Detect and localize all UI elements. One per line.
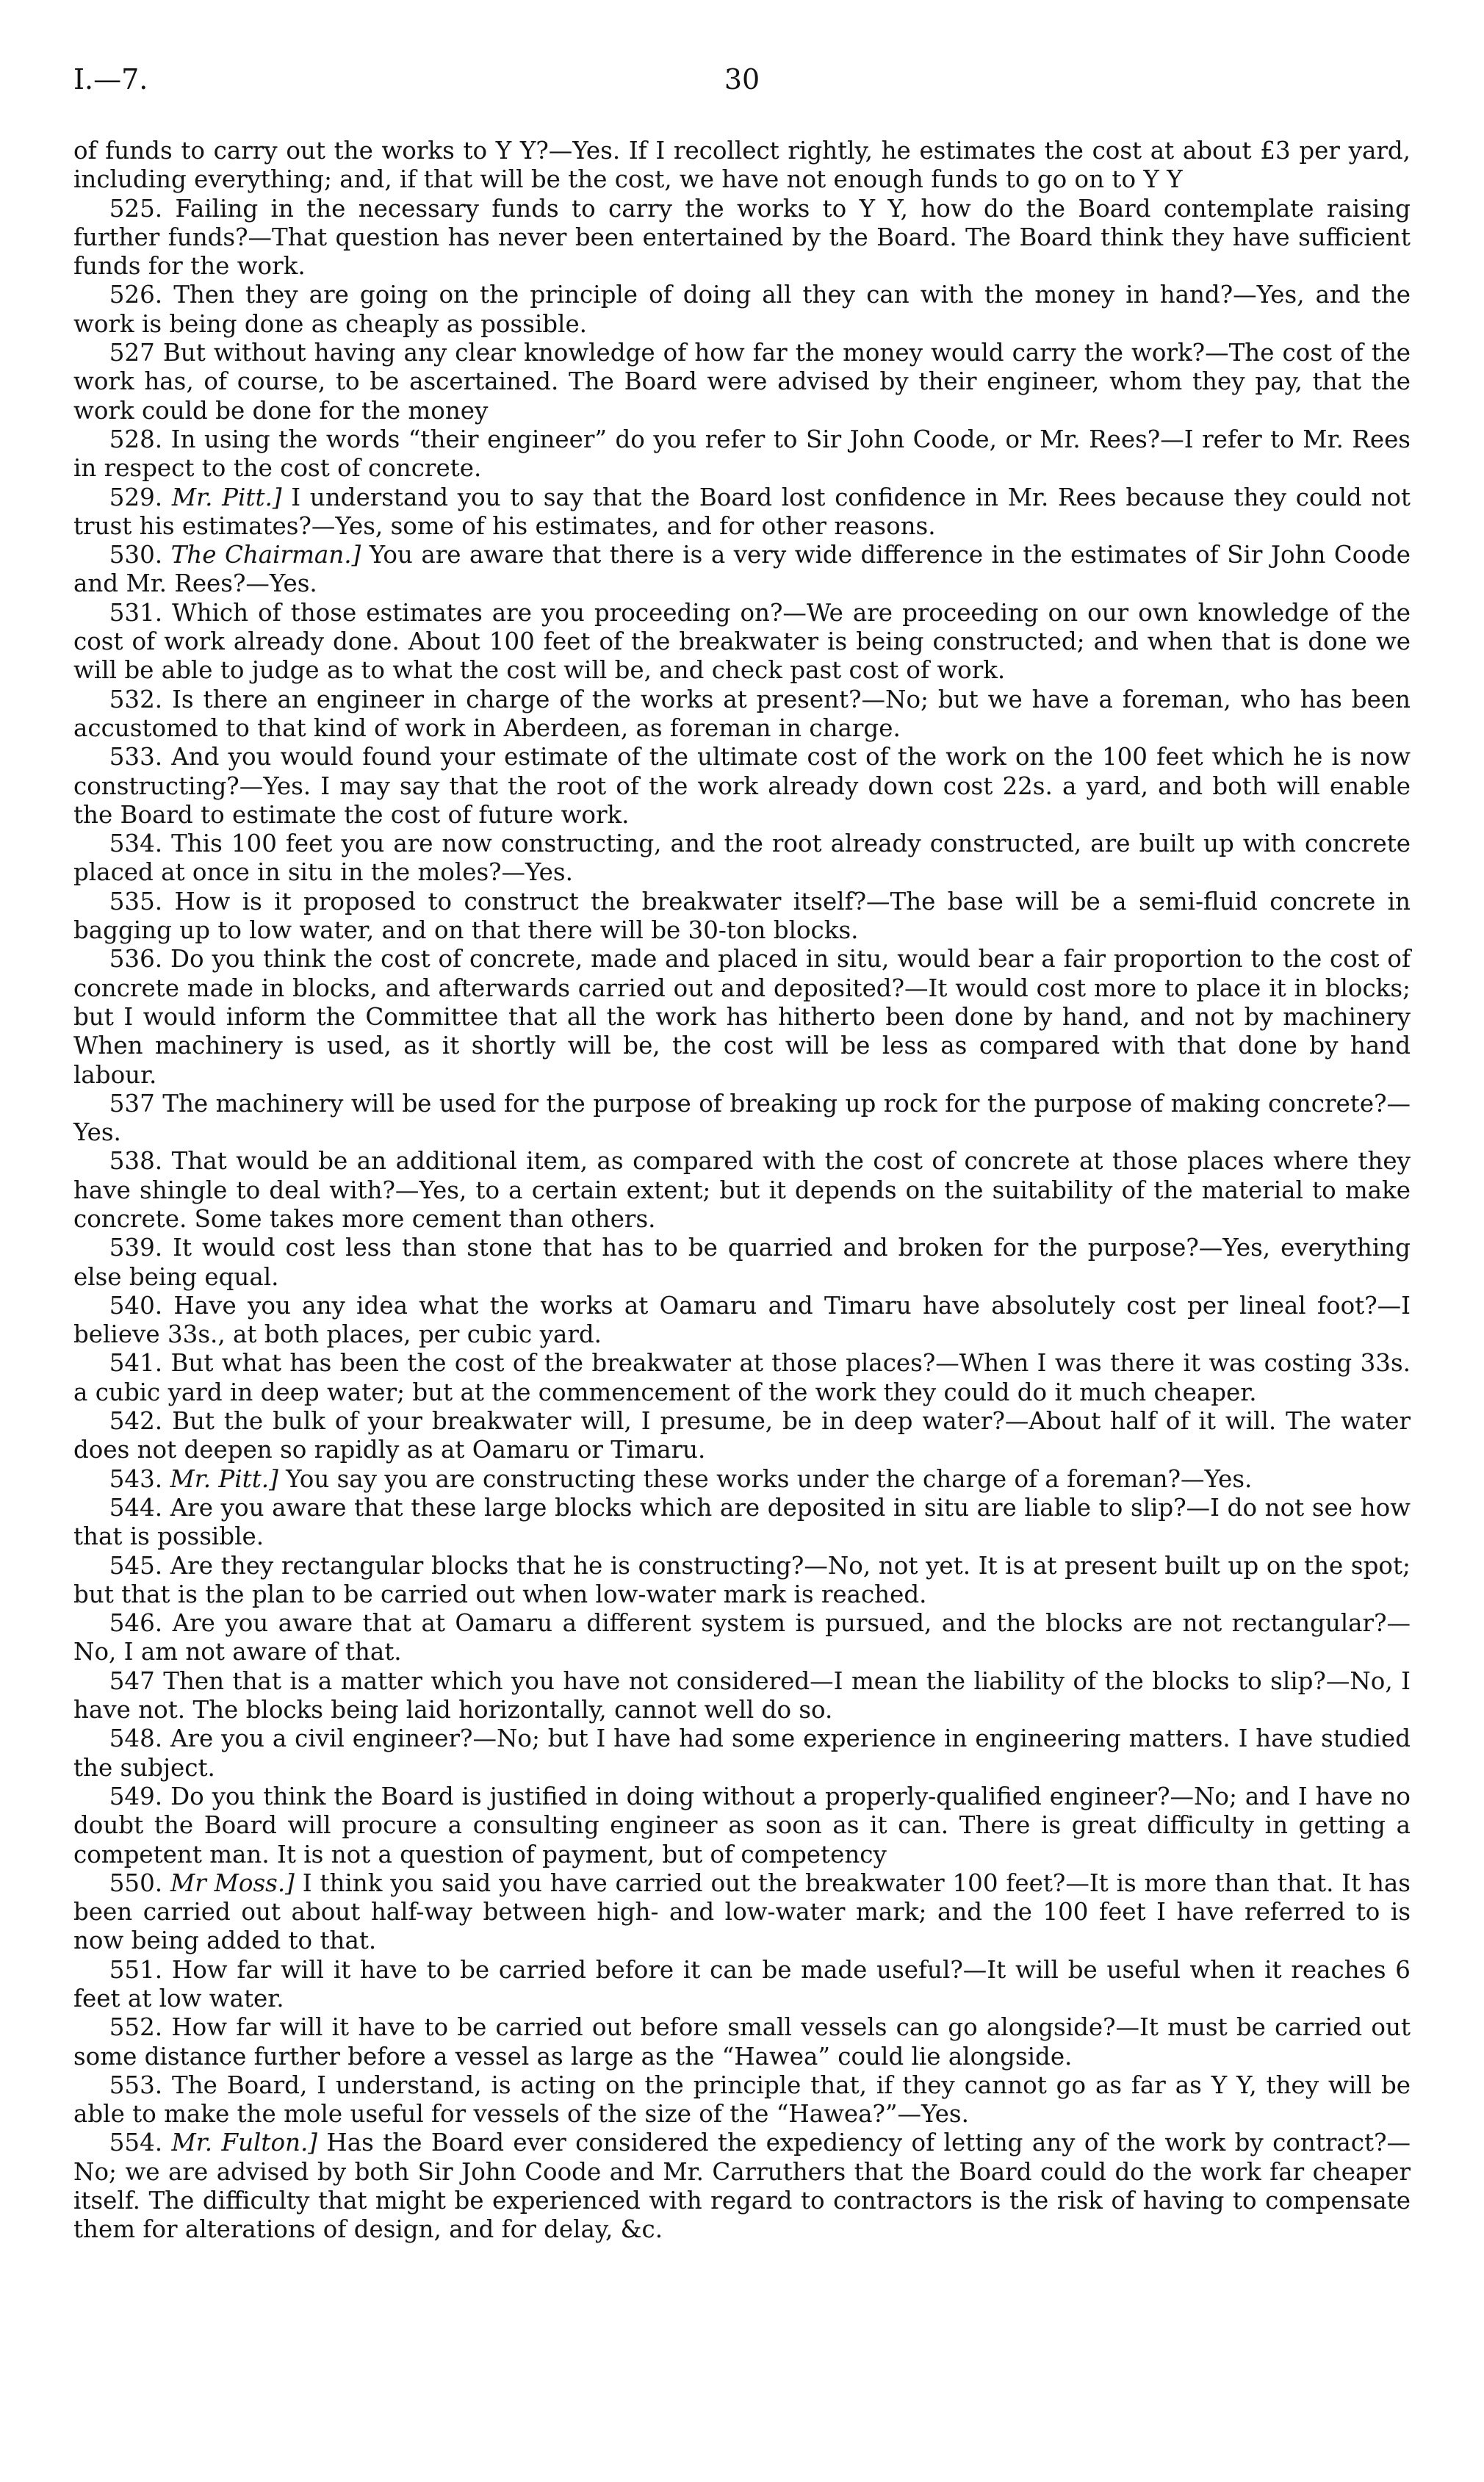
evidence-paragraph xyxy=(73,2071,1411,2129)
evidence-paragraph xyxy=(73,1234,1411,1292)
question-number: 541. xyxy=(109,1349,163,1378)
question-number: 545. xyxy=(109,1551,163,1580)
paragraph-text: Are you aware that at Oamaru a different system is pursued, and the blocks are not rectangular?—No, I am not aware of that. xyxy=(73,1609,1411,1666)
paragraph-text: Which of those estimates are you proceeding on?—We are proceeding on our own knowledge of the cost of work already done. About 100 feet of the breakwater is being constructed; and when that is done we will be able to judge as to what the cost will be, and check past cost of work. xyxy=(73,598,1411,685)
paragraph-text: That would be an additional item, as compared with the cost of concrete at those places where they have shingle to deal with?—Yes, to a certain extent; but it depends on the suitability of the material to make concrete. Some takes more cement than others. xyxy=(73,1147,1411,1233)
question-number: 539. xyxy=(109,1234,163,1262)
evidence-paragraph xyxy=(73,945,1411,1089)
question-number: 531. xyxy=(109,598,163,627)
evidence-paragraph xyxy=(73,281,1411,339)
question-number: 549. xyxy=(109,1782,163,1810)
question-number: 538. xyxy=(109,1147,163,1176)
paragraph-text: I understand you to say that the Board lost confidence in Mr. Rees because they could not trust his estimates?—Yes, some of his estimates, and for other reasons. xyxy=(73,483,1411,540)
paragraph-text: Then they are going on the principle of doing all they can with the money in hand?—Yes, and the work is being done as cheaply as possible. xyxy=(73,281,1411,338)
paragraph-text: How far will it have to be carried before it can be made useful?—It will be useful when it reaches 6 feet at low water. xyxy=(73,1955,1411,2012)
paragraph-text: Have you any idea what the works at Oamaru and Timaru have absolutely cost per lineal foot?—I believe 33s., at both places, per cubic yard. xyxy=(73,1291,1411,1349)
question-number: 554. xyxy=(109,2129,163,2157)
evidence-paragraph xyxy=(73,1724,1411,1783)
paragraph-text: Are you aware that these large blocks which are deposited in situ are liable to slip?—I do not see how that is possible. xyxy=(73,1493,1411,1551)
paragraph-text: Failing in the necessary funds to carry the works to Y Y, how do the Board contemplate raising further funds?—That question has never been entertained by the Board. The Board think they have sufficient funds for the work. xyxy=(73,194,1411,281)
speaker-name: The Chairman.] xyxy=(170,541,361,569)
evidence-paragraph xyxy=(73,1465,1411,1494)
question-number: 548. xyxy=(109,1724,163,1753)
paragraph-text: But the bulk of your breakwater will, I presume, be in deep water?—About half of it will. The water does not deepen so rapidly as at Oamaru or Timaru. xyxy=(73,1407,1411,1464)
paragraph-text: The machinery will be used for the purpose of breaking up rock for the purpose of making concrete?—Yes. xyxy=(73,1089,1411,1147)
paragraph-text: I think you said you have carried out the breakwater 100 feet?—It is more than that. It has been carried out about half-way between high- and low-water mark; and the 100 feet I have referred to is now being added to that. xyxy=(73,1868,1411,1955)
evidence-paragraph xyxy=(73,1667,1411,1725)
evidence-paragraph xyxy=(73,195,1411,281)
evidence-paragraph xyxy=(73,1407,1411,1465)
speaker-name: Mr. Fulton.] xyxy=(171,2129,317,2157)
evidence-paragraph xyxy=(73,1956,1411,2014)
paragraph-text: But without having any clear knowledge of how far the money would carry the work?—The cost of the work has, of course, to be ascertained. The Board were advised by their engineer, whom they pay, that the work could be done for the money xyxy=(73,339,1411,425)
paragraph-text: You say you are constructing these works under the charge of a foreman?—Yes. xyxy=(286,1464,1253,1493)
evidence-paragraph xyxy=(73,1783,1411,1869)
evidence-paragraph xyxy=(73,599,1411,686)
question-number: 542. xyxy=(109,1407,163,1436)
paragraph-text: It would cost less than stone that has to be quarried and broken for the purpose?—Yes, everything else being equal. xyxy=(73,1234,1411,1291)
question-number: 535. xyxy=(109,887,163,916)
evidence-paragraph xyxy=(73,1552,1411,1610)
evidence-paragraph xyxy=(73,1090,1411,1148)
paragraph-text: How far will it have to be carried out before small vessels can go alongside?—It must be carried out some distance further before a vessel as large as the “Hawea” could lie alongside. xyxy=(73,2013,1411,2071)
question-number: 532. xyxy=(109,685,163,713)
page-number: 30 xyxy=(724,63,760,96)
paragraph-text: Do you think the cost of concrete, made and placed in situ, would bear a fair proportion to the cost of concrete made in blocks, and afterwards carried out and deposited?—It would cost more to place it in blocks; but I would inform the Committee that all the work has hitherto been done by hand, and not by machinery When machinery is used, as it shortly will be, the cost will be less as compared with that done by hand labour. xyxy=(73,945,1411,1089)
paragraph-text: Are they rectangular blocks that he is constructing?—No, not yet. It is at present built up on the spot; but that is the plan to be carried out when low-water mark is reached. xyxy=(73,1551,1411,1608)
paragraph-text: The Board, I understand, is acting on the principle that, if they cannot go as far as Y Y, they will be able to make the mole useful for vessels of the size of the “Hawea?”—Yes. xyxy=(73,2071,1411,2129)
evidence-paragraph xyxy=(73,1292,1411,1350)
paragraph-text: How is it proposed to construct the breakwater itself?—The base will be a semi-fluid concrete in bagging up to low water, and on that there will be 30-ton blocks. xyxy=(73,887,1411,945)
paragraph-text: In using the words “their engineer” do you refer to Sir John Coode, or Mr. Rees?—I refer to Mr. Rees in respect to the cost of concrete. xyxy=(73,425,1411,483)
speaker-name: Mr Moss.] xyxy=(170,1868,295,1897)
question-number: 550. xyxy=(109,1868,163,1897)
evidence-text xyxy=(73,137,1411,2245)
evidence-paragraph xyxy=(73,1349,1411,1407)
question-number: 551. xyxy=(109,1955,163,1984)
question-number: 533. xyxy=(109,743,163,771)
question-number: 537 xyxy=(109,1089,155,1118)
question-number: 540. xyxy=(109,1291,163,1320)
question-number: 526. xyxy=(109,281,163,309)
evidence-paragraph xyxy=(73,425,1411,483)
question-number: 544. xyxy=(109,1493,163,1522)
evidence-paragraph xyxy=(73,2129,1411,2244)
paragraph-text: And you would found your estimate of the ultimate cost of the work on the 100 feet which he is now constructing?—Yes. I may say that the root of the work already down cost 22s. a yard, and both will enable the Board to estimate the cost of future work. xyxy=(73,743,1411,829)
evidence-paragraph xyxy=(73,1147,1411,1234)
evidence-paragraph xyxy=(73,1869,1411,1956)
paragraph-text: Then that is a matter which you have not considered—I mean the liability of the blocks to slip?—No, I have not. The blocks being laid horizontally, cannot well do so. xyxy=(73,1666,1411,1724)
question-number: 546. xyxy=(109,1609,163,1638)
opening-paragraph: of funds to carry out the works to Y Y?—Yes. If I recollect rightly, he estimates the cost at about £3 per yard, including everything; and, if that will be the cost, we have not enough funds to go on to Y Y xyxy=(73,137,1411,194)
evidence-paragraph xyxy=(73,1609,1411,1667)
speaker-name: Mr. Pitt.] xyxy=(171,483,282,511)
paragraph-text: Has the Board ever considered the expediency of letting any of the work by contract?—No; we are advised by both Sir John Coode and Mr. Carruthers that the Board could do the work far cheaper itself. The difficulty that might be experienced with regard to contractors is the risk of having to compensate them for alterations of design, and for delay, &c. xyxy=(73,2129,1411,2244)
question-number: 553. xyxy=(109,2071,163,2099)
question-number: 530. xyxy=(109,541,163,569)
paragraph-text: You are aware that there is a very wide difference in the estimates of Sir John Coode and Mr. Rees?—Yes. xyxy=(73,541,1411,598)
paragraph-text: This 100 feet you are now constructing, and the root already constructed, are built up with concrete placed at once in situ in the moles?—Yes. xyxy=(73,830,1411,887)
question-number: 528. xyxy=(109,425,163,453)
question-number: 543. xyxy=(109,1464,163,1493)
question-number: 547 xyxy=(109,1666,155,1695)
document-reference: I.—7. xyxy=(73,63,148,96)
evidence-paragraph xyxy=(73,541,1411,599)
paragraph-text: But what has been the cost of the breakwater at those places?—When I was there it was costing 33s. a cubic yard in deep water; but at the commencement of the work they could do it much cheaper. xyxy=(73,1349,1411,1406)
question-number: 527 xyxy=(109,339,155,367)
question-number: 529. xyxy=(109,483,163,511)
question-number: 552. xyxy=(109,2013,163,2042)
speaker-name: Mr. Pitt.] xyxy=(170,1464,278,1493)
question-number: 525. xyxy=(109,194,163,223)
paragraph-text: Do you think the Board is justified in doing without a properly-qualified engineer?—No; and I have no doubt the Board will procure a consulting engineer as soon as it can. There is great difficulty in getting a competent man. It is not a question of payment, but of competency xyxy=(73,1782,1411,1868)
evidence-paragraph xyxy=(73,339,1411,425)
evidence-paragraph xyxy=(73,686,1411,744)
paragraph-text: Are you a civil engineer?—No; but I have had some experience in engineering matters. I have studied the subject. xyxy=(73,1724,1411,1782)
evidence-paragraph xyxy=(73,888,1411,946)
evidence-paragraph xyxy=(73,1494,1411,1552)
evidence-paragraph xyxy=(73,2013,1411,2071)
question-number: 536. xyxy=(109,945,163,974)
evidence-paragraph xyxy=(73,830,1411,888)
paragraph-text: Is there an engineer in charge of the works at present?—No; but we have a foreman, who has been accustomed to that kind of work in Aberdeen, as foreman in charge. xyxy=(73,685,1411,742)
running-header xyxy=(73,57,1411,101)
evidence-paragraph xyxy=(73,483,1411,542)
evidence-paragraph xyxy=(73,743,1411,830)
question-number: 534. xyxy=(109,830,163,858)
